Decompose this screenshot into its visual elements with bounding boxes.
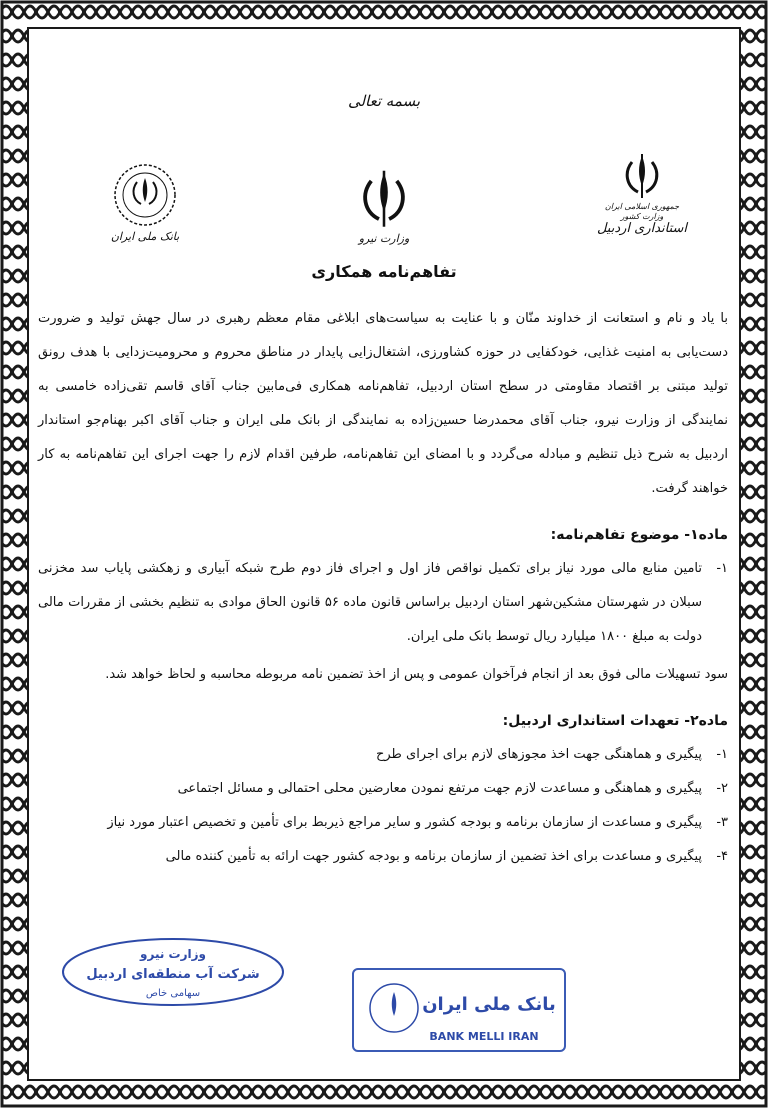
item-text: پیگیری و مساعدت از سازمان برنامه و بودجه کشور و سایر مراجع ذیربط برای تأمین و تخصیص اعتبار مورد نیاز — [107, 815, 702, 830]
item-number: ۱- — [716, 747, 728, 762]
iran-emblem-icon — [620, 152, 664, 202]
stamp-line: شرکت آب منطقه‌ای اردبیل — [86, 967, 260, 982]
intro-paragraph: با یاد و نام و استعانت از خداوند منّان و با عنایت به سیاست‌های ابلاغی مقام معظم رهبری در سال جهش تولید و ضرورت دست‌یابی به امنیت غذایی، خودکفایی در حوزه کشاورزی، اشتغال‌زایی پایدار در مناطق محروم و محرومیت‌زدایی با هدف رونق تولید مبتنی بر اقتصاد مقاومتی در سطح استان اردبیل، تفاهم‌نامه همکاری فی‌مابین جناب آقای قاسم تقی‌زاده خامسی به نمایندگی از وزارت نیرو، جناب آقای محمدرضا حسین‌زاده به نمایندگی از بانک ملی ایران و جناب آقای اکبر بهنام‌جو استاندار اردبیل به شرح ذیل تنظیم و مبادله می‌گردد و با امضای این تفاهم‌نامه، طرفین اقدام لازم را جهت اجرای این تفاهم‌نامه به کار خواهند گرفت. — [38, 311, 728, 496]
article1-note: سود تسهیلات مالی فوق بعد از انجام فرآخوان عمومی و پس از اخذ تضمین نامه مربوطه محاسبه و لحاظ خواهد شد. — [105, 667, 728, 682]
article1-heading: ماده۱- موضوع تفاهم‌نامه: — [550, 527, 728, 543]
logo-caption: جمهوری اسلامی ایران — [604, 202, 680, 211]
document-body — [38, 302, 728, 874]
bank-melli-stamp — [352, 968, 566, 1052]
item-text: پیگیری و هماهنگی جهت اخذ مجوزهای لازم برای اجرای طرح — [375, 747, 702, 762]
logo-caption: بانک ملی ایران — [110, 230, 180, 243]
document-title: تفاهم‌نامه همکاری — [311, 262, 457, 281]
article2-heading: ماده۲- تعهدات استانداری اردبیل: — [502, 713, 728, 729]
stamp-line: وزارت نیرو — [140, 947, 206, 961]
document-sheet — [30, 30, 738, 1078]
logo-caption: وزارت کشور — [620, 212, 664, 221]
logo-caption: استانداری اردبیل — [596, 221, 688, 236]
iran-emblem-icon — [356, 168, 412, 232]
list-item — [38, 552, 728, 654]
list-item — [38, 772, 728, 806]
bismillah: بسمه تعالی — [347, 92, 421, 110]
logo-ostandari — [582, 152, 702, 235]
list-item — [38, 840, 728, 874]
bank-melli-emblem-icon — [110, 160, 180, 230]
stamp-bank-en: BANK MELLI IRAN — [429, 1030, 539, 1043]
water-company-stamp — [58, 936, 288, 1008]
item-number: ۳- — [716, 815, 728, 830]
bank-stamp-graphic — [354, 970, 564, 1050]
item-number: ۱- — [716, 561, 728, 576]
stamp-line: سهامی خاص — [145, 988, 201, 999]
item-text: پیگیری و هماهنگی و مساعدت لازم جهت مرتفع نمودن معارضین محلی احتمالی و مسائل اجتماعی — [177, 781, 702, 796]
item-number: ۲- — [716, 781, 728, 796]
item-text: پیگیری و مساعدت برای اخذ تضمین از سازمان برنامه و بودجه کشور جهت ارائه به تأمین کننده مالی — [165, 849, 702, 864]
logo-bank-melli — [90, 160, 200, 243]
item-number: ۴- — [716, 849, 728, 864]
logo-caption: وزارت نیرو — [358, 232, 410, 245]
list-item — [38, 806, 728, 840]
logo-vezarat-niroo — [334, 168, 434, 245]
stamp-bank-fa: بانک ملی ایران — [422, 994, 556, 1015]
list-item — [38, 738, 728, 772]
item-text: تامین منابع مالی مورد نیاز برای تکمیل نواقص فاز اول و اجرای فاز دوم طرح شبکه آبیاری و زهکشی پایاب سد مخزنی سبلان در شهرستان مشکین‌شهر استان اردبیل براساس قانون ماده ۵۶ قانون الحاق موادی به تنظیم بخشی از مقررات مالی دولت به مبلغ ۱۸۰۰ میلیارد ریال توسط بانک ملی ایران. — [38, 561, 702, 644]
